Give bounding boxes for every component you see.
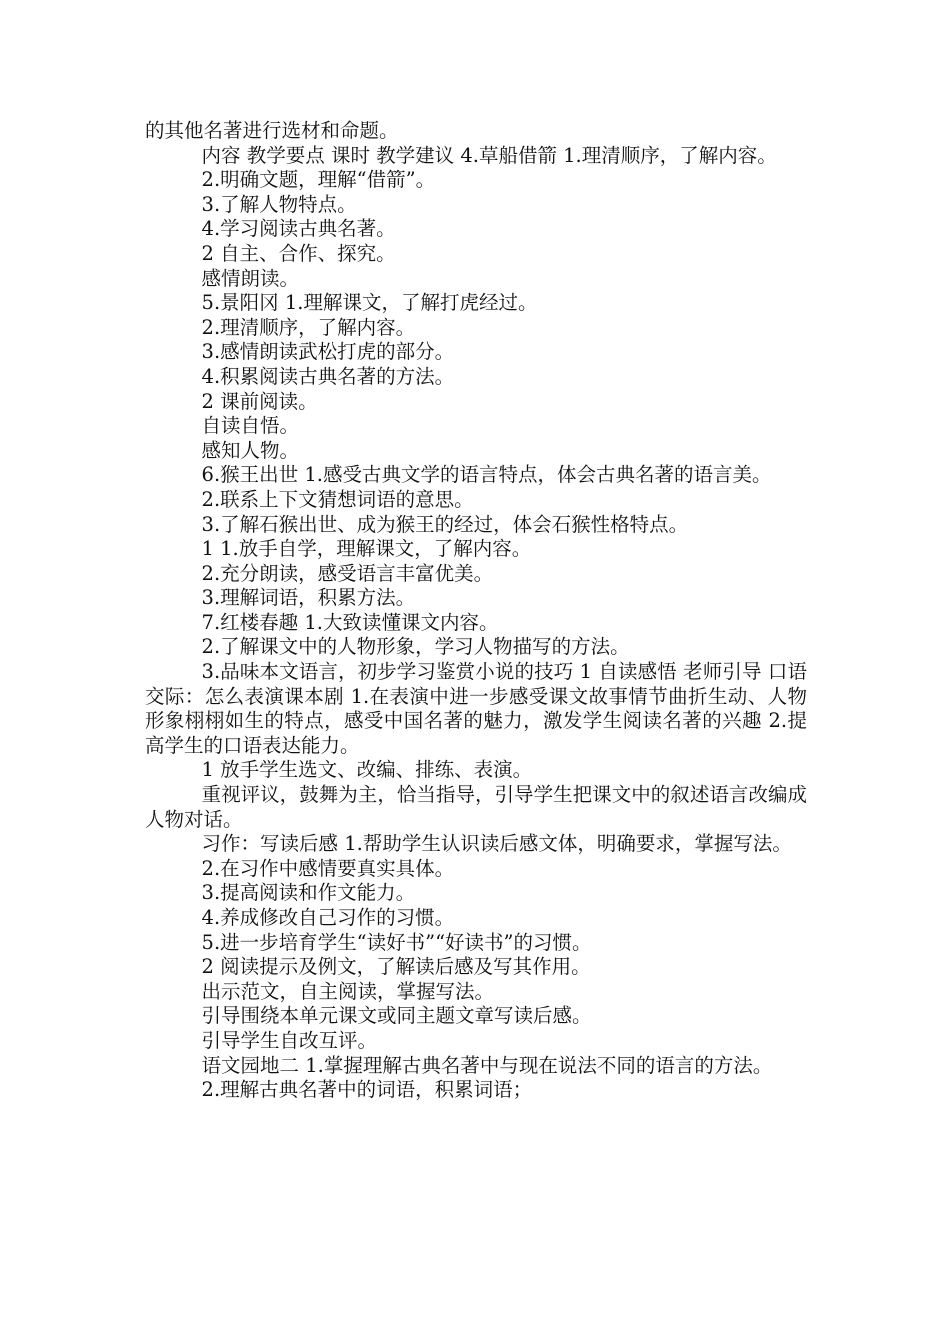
paragraph: 2.联系上下文猜想词语的意思。	[201, 487, 474, 511]
paragraph: 语文园地二 1.掌握理解古典名著中与现在说法不同的语言的方法。	[201, 1053, 773, 1077]
paragraph: 2.了解课文中的人物形象，学习人物描写的方法。	[201, 635, 630, 659]
paragraph: 3.感情朗读武松打虎的部分。	[201, 340, 455, 364]
paragraph: 3.了解石猴出世、成为猴王的经过，体会石猴性格特点。	[201, 512, 689, 536]
paragraph: 引导学生自改互评。	[201, 1028, 378, 1052]
paragraph: 3.品味本文语言，初步学习鉴赏小说的技巧 1 自读感悟 老师引导 口语交际：怎么表演课本剧 1.在表演中进一步感受课文故事情节曲折生动、人物形象栩栩如生的特点，感受中国名著的魅力，激发学生阅读名著的兴趣 2.提高学生的口语表达能力。	[145, 660, 807, 757]
paragraph: 4.养成修改自己习作的习惯。	[201, 906, 455, 929]
paragraph: 2.明确文题，理解“借箭”。	[201, 168, 436, 192]
paragraph: 感情朗读。	[201, 266, 300, 290]
paragraph: 4.学习阅读古典名著。	[201, 217, 396, 241]
paragraph: 习作：写读后感 1.帮助学生认识读后感文体，明确要求，掌握写法。	[201, 832, 792, 856]
paragraph: 2.理清顺序，了解内容。	[201, 315, 416, 339]
paragraph: 5.景阳冈 1.理解课文，了解打虎经过。	[201, 291, 538, 315]
paragraph: 的其他名著进行选材和命题。	[145, 119, 399, 142]
paragraph: 2.在习作中感情要真实具体。	[201, 856, 455, 880]
paragraph: 3.了解人物特点。	[201, 192, 357, 216]
paragraph: 2.充分朗读，感受语言丰富优美。	[201, 561, 494, 585]
paragraph: 3.理解词语，积累方法。	[201, 586, 416, 610]
paragraph: 引导围绕本单元课文或同主题文章写读后感。	[201, 1004, 592, 1028]
paragraph: 内容 教学要点 课时 教学建议 4.草船借箭 1.理清顺序，了解内容。	[201, 143, 777, 167]
paragraph: 4.积累阅读古典名著的方法。	[201, 364, 455, 388]
paragraph: 2.理解古典名著中的词语，积累词语；	[201, 1078, 533, 1102]
paragraph: 2 课前阅读。	[201, 389, 318, 413]
paragraph: 3.提高阅读和作文能力。	[201, 881, 416, 905]
paragraph: 出示范文，自主阅读，掌握写法。	[201, 979, 495, 1003]
paragraph: 2 自主、合作、探究。	[201, 241, 396, 265]
document-body	[145, 119, 807, 1103]
paragraph: 6.猴王出世 1.感受古典文学的语言特点，体会古典名著的语言美。	[201, 463, 772, 487]
paragraph: 重视评议，鼓舞为主，恰当指导，引导学生把课文中的叙述语言改编成人物对话。	[145, 783, 807, 831]
paragraph: 1 放手学生选文、改编、排练、表演。	[201, 758, 533, 782]
paragraph: 感知人物。	[201, 438, 300, 462]
paragraph: 7.红楼春趣 1.大致读懂课文内容。	[201, 610, 499, 634]
paragraph: 自读自悟。	[201, 414, 300, 438]
paragraph: 1 1.放手自学，理解课文，了解内容。	[201, 537, 532, 561]
paragraph: 2 阅读提示及例文，了解读后感及写其作用。	[201, 955, 591, 979]
paragraph: 5.进一步培育学生“读好书”“好读书”的习惯。	[201, 930, 592, 954]
